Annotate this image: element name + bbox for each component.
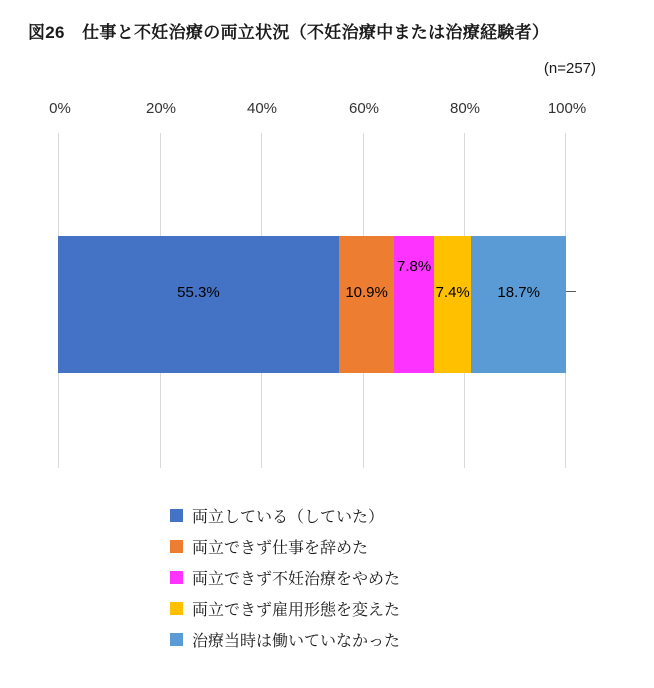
x-tick-40: 40% — [246, 100, 278, 117]
legend-item-not-working[interactable] — [170, 624, 590, 655]
legend-label-quit-treatment: 両立できず不妊治療をやめた — [192, 571, 401, 588]
x-tick-100: 100% — [547, 100, 587, 117]
bar-segment-label-both-continued: 55.3% — [177, 284, 220, 301]
chart-legend — [170, 500, 590, 655]
stacked-bar — [58, 236, 566, 373]
x-tick-20: 20% — [145, 100, 177, 117]
legend-item-both-continued[interactable] — [170, 500, 590, 531]
chart-title: 図26 仕事と不妊治療の両立状況（不妊治療中または治療経験者） — [28, 23, 550, 42]
bar-segment-label-quit-treatment: 7.8% — [396, 258, 432, 275]
plot-area — [58, 133, 566, 468]
legend-item-changed-employment[interactable] — [170, 593, 590, 624]
bar-segment-quit-treatment[interactable] — [394, 236, 434, 373]
legend-swatch-changed-employment — [170, 602, 183, 615]
leader-line — [566, 291, 576, 292]
bar-segment-label-changed-employment: 7.4% — [435, 284, 470, 301]
bar-segment-label-quit-job: 10.9% — [345, 284, 388, 301]
legend-swatch-not-working — [170, 633, 183, 646]
legend-label-not-working: 治療当時は働いていなかった — [192, 633, 401, 650]
x-tick-0: 0% — [49, 100, 71, 117]
bar-segment-changed-employment[interactable] — [434, 236, 472, 373]
legend-swatch-quit-treatment — [170, 571, 183, 584]
x-axis-tick-labels — [0, 100, 654, 122]
legend-item-quit-treatment[interactable] — [170, 562, 590, 593]
bar-segment-label-not-working: 18.7% — [497, 284, 540, 301]
x-tick-60: 60% — [348, 100, 380, 117]
legend-label-both-continued: 両立している（していた） — [192, 509, 385, 526]
legend-item-quit-job[interactable] — [170, 531, 590, 562]
legend-swatch-quit-job — [170, 540, 183, 553]
x-tick-80: 80% — [449, 100, 481, 117]
bar-segment-both-continued[interactable] — [58, 236, 339, 373]
sample-size-label: (n=257) — [543, 60, 596, 77]
legend-label-changed-employment: 両立できず雇用形態を変えた — [192, 602, 401, 619]
legend-label-quit-job: 両立できず仕事を辞めた — [192, 540, 369, 557]
bar-segment-quit-job[interactable] — [339, 236, 394, 373]
legend-swatch-both-continued — [170, 509, 183, 522]
bar-segment-not-working[interactable] — [471, 236, 565, 373]
